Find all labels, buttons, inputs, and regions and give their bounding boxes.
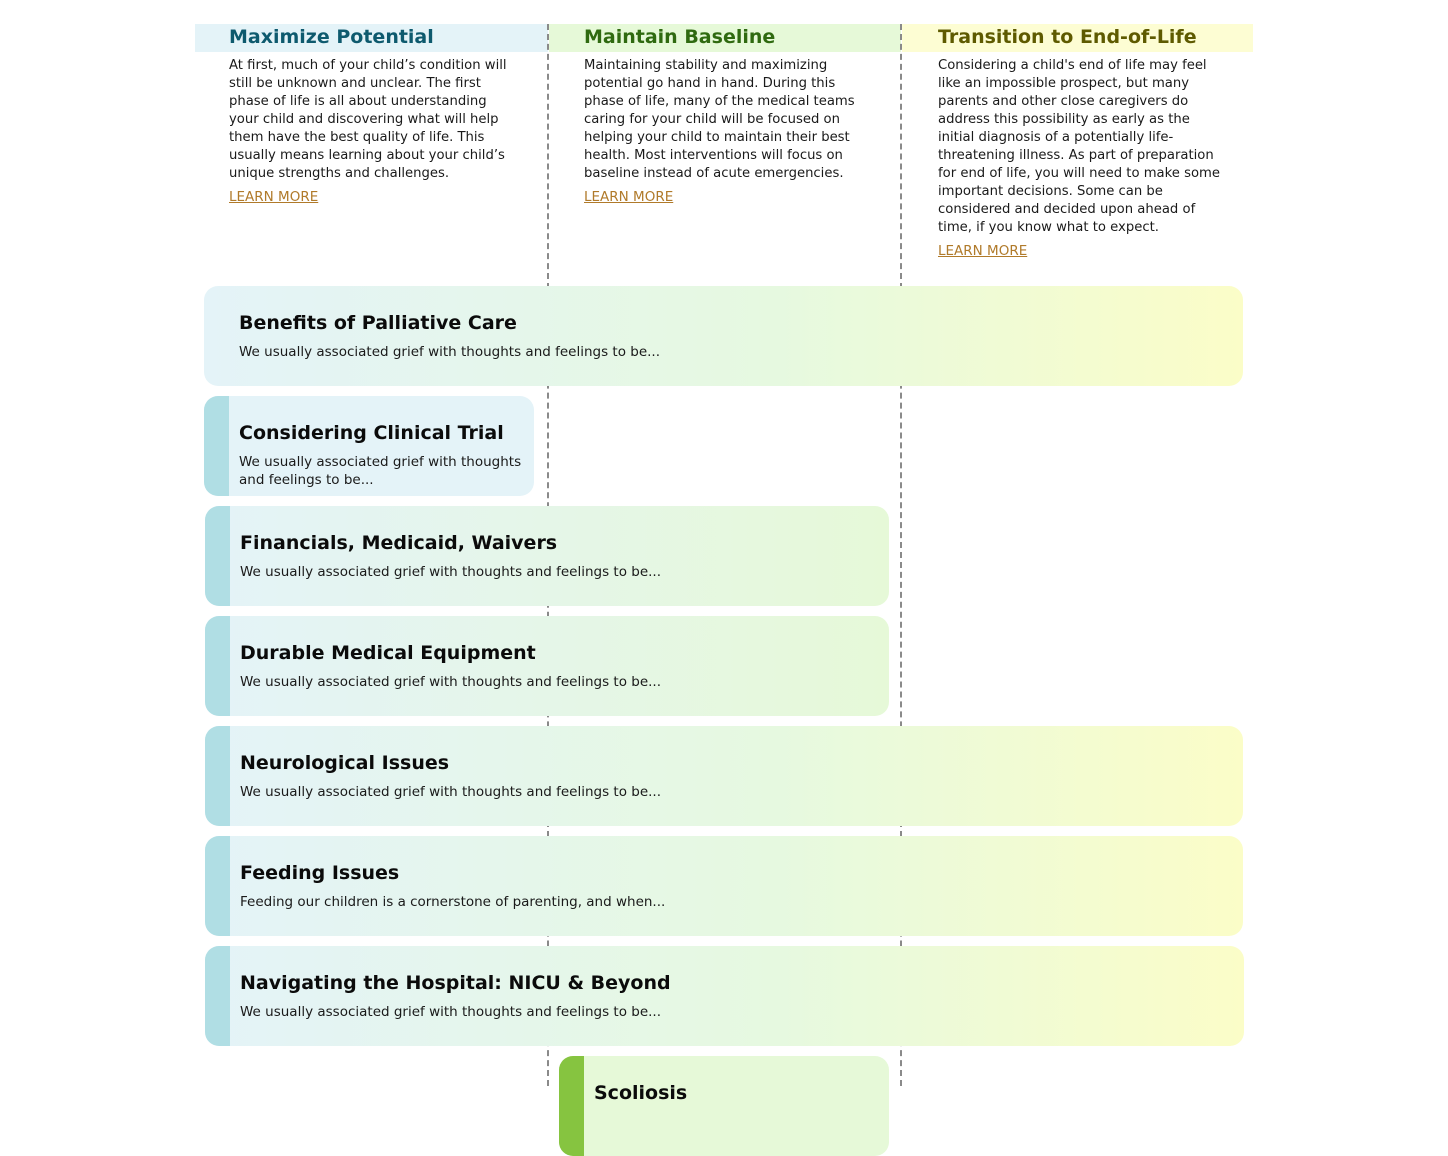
learn-more-link-maximize-potential[interactable]: LEARN MORE bbox=[229, 189, 319, 205]
phase-title-transition-end-of-life: Transition to End-of-Life bbox=[938, 26, 1197, 48]
topic-title: Considering Clinical Trial bbox=[239, 422, 504, 444]
topic-card-neurological-issues[interactable] bbox=[205, 726, 1243, 826]
topic-title: Neurological Issues bbox=[240, 752, 450, 774]
phase-description-maximize-potential: At first, much of your child’s condition will still be unknown and unclear. The first phase of life is all about understanding your child and discovering what will help them have the best quality of life. This usually means learning about your child’s unique strengths and challenges. bbox=[229, 58, 507, 181]
learn-more-link-transition-end-of-life[interactable]: LEARN MORE bbox=[938, 243, 1028, 259]
topic-card-scoliosis[interactable] bbox=[559, 1056, 889, 1156]
topic-summary: We usually associated grief with thoughts and feelings to be... bbox=[239, 344, 661, 360]
phase-description-maintain-baseline: Maintaining stability and maximizing potential go hand in hand. During this phase of life, many of the medical teams caring for your child will be focused on helping your child to maintain their best health. Most interventions will focus on baseline instead of acute emergencies. bbox=[584, 58, 855, 181]
card-stripe bbox=[205, 616, 230, 716]
topic-title: Financials, Medicaid, Waivers bbox=[240, 532, 558, 554]
phase-title-maximize-potential: Maximize Potential bbox=[229, 26, 434, 48]
card-stripe bbox=[204, 396, 229, 496]
topic-summary: Feeding our children is a cornerstone of parenting, and when... bbox=[240, 894, 666, 910]
topic-summary: We usually associated grief with thoughts and feelings to be... bbox=[240, 564, 662, 580]
phase-title-maintain-baseline: Maintain Baseline bbox=[584, 26, 776, 48]
card-stripe bbox=[559, 1056, 584, 1156]
topic-card-considering-clinical-trial[interactable] bbox=[204, 396, 534, 496]
topic-card-financials-medicaid-waivers[interactable] bbox=[205, 506, 889, 606]
learn-more-link-maintain-baseline[interactable]: LEARN MORE bbox=[584, 189, 674, 205]
topic-title: Feeding Issues bbox=[240, 862, 400, 884]
topic-summary: We usually associated grief with thoughts and feelings to be... bbox=[240, 784, 662, 800]
topic-card-navigating-the-hospital[interactable] bbox=[205, 946, 1244, 1046]
card-stripe bbox=[205, 946, 230, 1046]
topic-title: Navigating the Hospital: NICU & Beyond bbox=[240, 972, 671, 994]
card-stripe bbox=[205, 506, 230, 606]
topic-title: Scoliosis bbox=[594, 1082, 688, 1104]
topic-title: Benefits of Palliative Care bbox=[239, 312, 517, 334]
topic-card-benefits-of-palliative-care[interactable] bbox=[204, 286, 1243, 386]
card-stripe bbox=[205, 836, 230, 936]
topic-title: Durable Medical Equipment bbox=[240, 642, 536, 664]
topic-card-feeding-issues[interactable] bbox=[205, 836, 1243, 936]
topic-summary: We usually associated grief with thoughts and feelings to be... bbox=[239, 454, 522, 488]
phase-description-transition-end-of-life: Considering a child's end of life may feel like an impossible prospect, but many parents and other close caregivers do address this possibility as early as the initial diagnosis of a potentially life-threatening illness. As part of preparation for end of life, you will need to make some important decisions. Some can be considered and decided upon ahead of time, if you know what to expect. bbox=[938, 58, 1220, 235]
topic-card-durable-medical-equipment[interactable] bbox=[205, 616, 889, 716]
card-stripe bbox=[205, 726, 230, 826]
topic-summary: We usually associated grief with thoughts and feelings to be... bbox=[240, 674, 662, 690]
topic-summary: We usually associated grief with thoughts and feelings to be... bbox=[240, 1004, 662, 1020]
